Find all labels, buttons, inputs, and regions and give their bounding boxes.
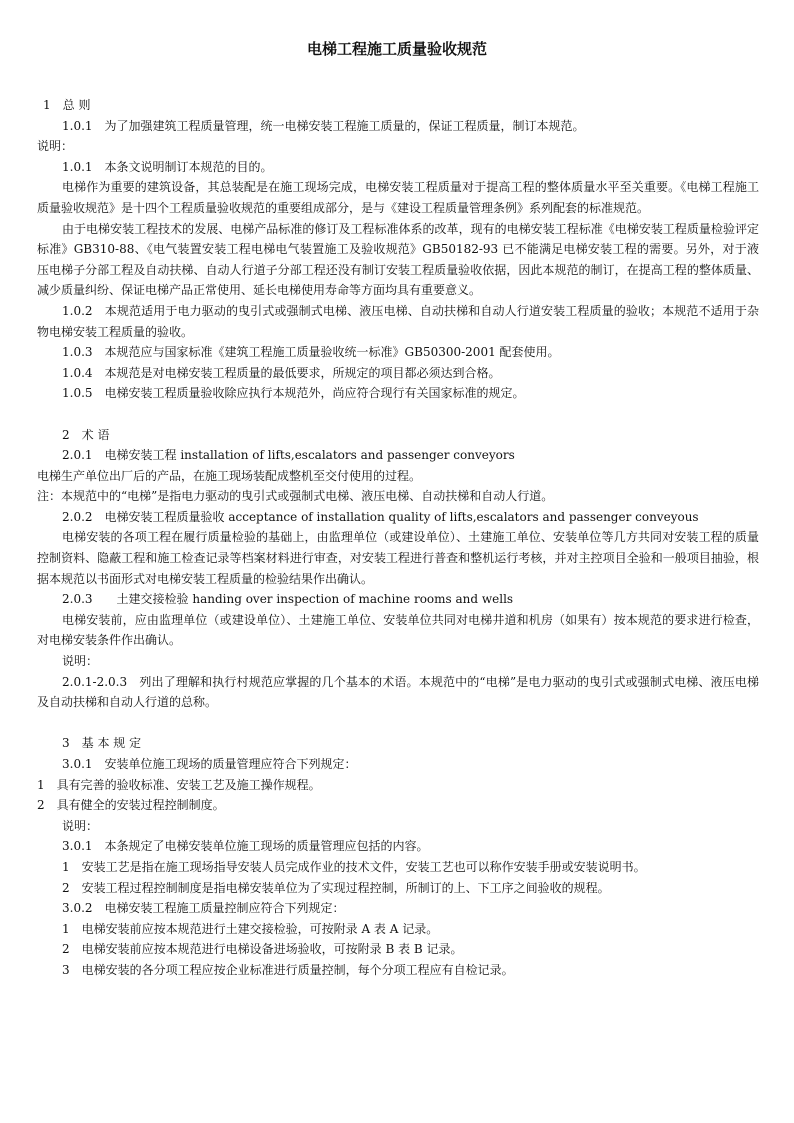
- paragraph: 电梯作为重要的建筑设备，其总装配是在施工现场完成，电梯安装工程质量对于提高工程的整体质量水平至关重要。《电梯工程施工质量验收规范》是十四个工程质量验收规范的重要组成部分，是与《建设工程质量管理条例》系列配套的标准规范。: [37, 180, 759, 215]
- term-2-0-3: 2.0.3 土建交接检验 handing over inspection of machine rooms and wells: [62, 592, 514, 607]
- list-item: 1 具有完善的验收标准、安装工艺及施工操作规程。: [37, 777, 321, 792]
- paragraph: 电梯安装的各项工程在履行质量检验的基础上，由监理单位（或建设单位）、土建施工单位、安装单位等几方共同对安装工程的质量控制资料、隐蔽工程和施工检查记录等档案材料进行审查，对安装工程进行普查和整机运行考核，并对主控项目全验和一般项目抽验，根据本规范以书面形式对电梯安装工程质量的检验结果作出确认。: [37, 530, 759, 586]
- paragraph: 由于电梯安装工程技术的发展、电梯产品标准的修订及工程标准体系的改革，现有的电梯安装工程标准《电梯安装工程质量检验评定标准》GB310-88、《电气装置安装工程电梯电气装置施工及验收规范》GB50182-93 已不能满足电梯安装工程的需要。另外，对于液压电梯子分部工程及自动扶梯、自动人行道子分部工程还没有制订安装工程质量验收依据，因此本规范的制订，在提高工程的整体质量、减少质量纠纷、保证电梯产品正常使用、延长电梯使用寿命等方面均具有重要意义。: [37, 221, 759, 298]
- clause-3-0-1: 3.0.1 安装单位施工现场的质量管理应符合下列规定：: [62, 757, 357, 771]
- list-item: 1 安装工艺是指在施工现场指导安装人员完成作业的技术文件，安装工艺也可以称作安装手册或安装说明书。: [62, 859, 646, 874]
- clause-1-0-1-note: 1.0.1 本条文说明制订本规范的目的。: [62, 159, 273, 174]
- clause-1-0-1: 1.0.1 为了加强建筑工程质量管理，统一电梯安装工程施工质量的，保证工程质量，制订本规范。: [62, 118, 585, 133]
- section-1-heading: 1 总 则: [43, 98, 91, 112]
- list-item: 2 具有健全的安装过程控制制度。: [37, 798, 225, 813]
- paragraph: 2.0.1-2.0.3 列出了理解和执行村规范应掌握的几个基本的术语。本规范中的“电梯”是电力驱动的曳引式或强制式电梯、液压电梯及自动扶梯和自动人行道的总称。: [37, 674, 759, 710]
- clause-3-0-2: 3.0.2 电梯安装工程施工质量控制应符合下列规定：: [62, 901, 345, 916]
- clause-1-0-4: 1.0.4 本规范是对电梯安装工程质量的最低要求，所规定的项目都必须达到合格。: [62, 365, 501, 380]
- explanation-label: 说明：: [62, 818, 99, 833]
- clause-3-0-1-note: 3.0.1 本条规定了电梯安装单位施工现场的质量管理应包括的内容。: [62, 839, 429, 854]
- note-paragraph: 注：本规范中的“电梯”是指电力驱动的曳引式或强制式电梯、液压电梯、自动扶梯和自动人行道。: [37, 489, 554, 504]
- clause-1-0-2: 1.0.2 本规范适用于电力驱动的曳引式或强制式电梯、液压电梯、自动扶梯和自动人行道安装工程质量的验收；本规范不适用于杂物电梯安装工程质量的验收。: [37, 303, 759, 339]
- paragraph: 电梯生产单位出厂后的产品，在施工现场装配成整机至交付使用的过程。: [37, 468, 422, 483]
- clause-1-0-5: 1.0.5 电梯安装工程质量验收除应执行本规范外，尚应符合现行有关国家标准的规定。: [62, 386, 525, 401]
- list-item: 2 安装工程过程控制制度是指电梯安装单位为了实现过程控制，所制订的上、下工序之间验收的规程。: [62, 880, 610, 895]
- term-2-0-1: 2.0.1 电梯安装工程 installation of lifts,escalators and passenger conveyors: [62, 448, 515, 463]
- explanation-label: 说明：: [62, 654, 99, 669]
- explanation-label: 说明：: [37, 139, 74, 154]
- document-title: 电梯工程施工质量验收规范: [306, 40, 487, 58]
- section-2-heading: 2 术 语: [62, 427, 110, 442]
- list-item: 3 电梯安装的各分项工程应按企业标准进行质量控制，每个分项工程应有自检记录。: [62, 962, 514, 977]
- term-2-0-2: 2.0.2 电梯安装工程质量验收 acceptance of installation quality of lifts,escalators and passenger conveyous: [62, 509, 699, 524]
- document-body: [37, 95, 759, 981]
- list-item: 1 电梯安装前应按本规范进行土建交接检验，可按附录 A 表 A 记录。: [62, 921, 439, 936]
- section-3-heading: 3 基 本 规 定: [62, 736, 142, 751]
- list-item: 2 电梯安装前应按本规范进行电梯设备进场验收，可按附录 B 表 B 记录。: [62, 942, 463, 957]
- paragraph: 电梯安装前，应由监理单位（或建设单位）、土建施工单位、安装单位共同对电梯井道和机房（如果有）按本规范的要求进行检查，对电梯安装条件作出确认。: [37, 612, 759, 648]
- clause-1-0-3: 1.0.3 本规范应与国家标准《建筑工程施工质量验收统一标准》GB50300-2001 配套使用。: [62, 345, 560, 360]
